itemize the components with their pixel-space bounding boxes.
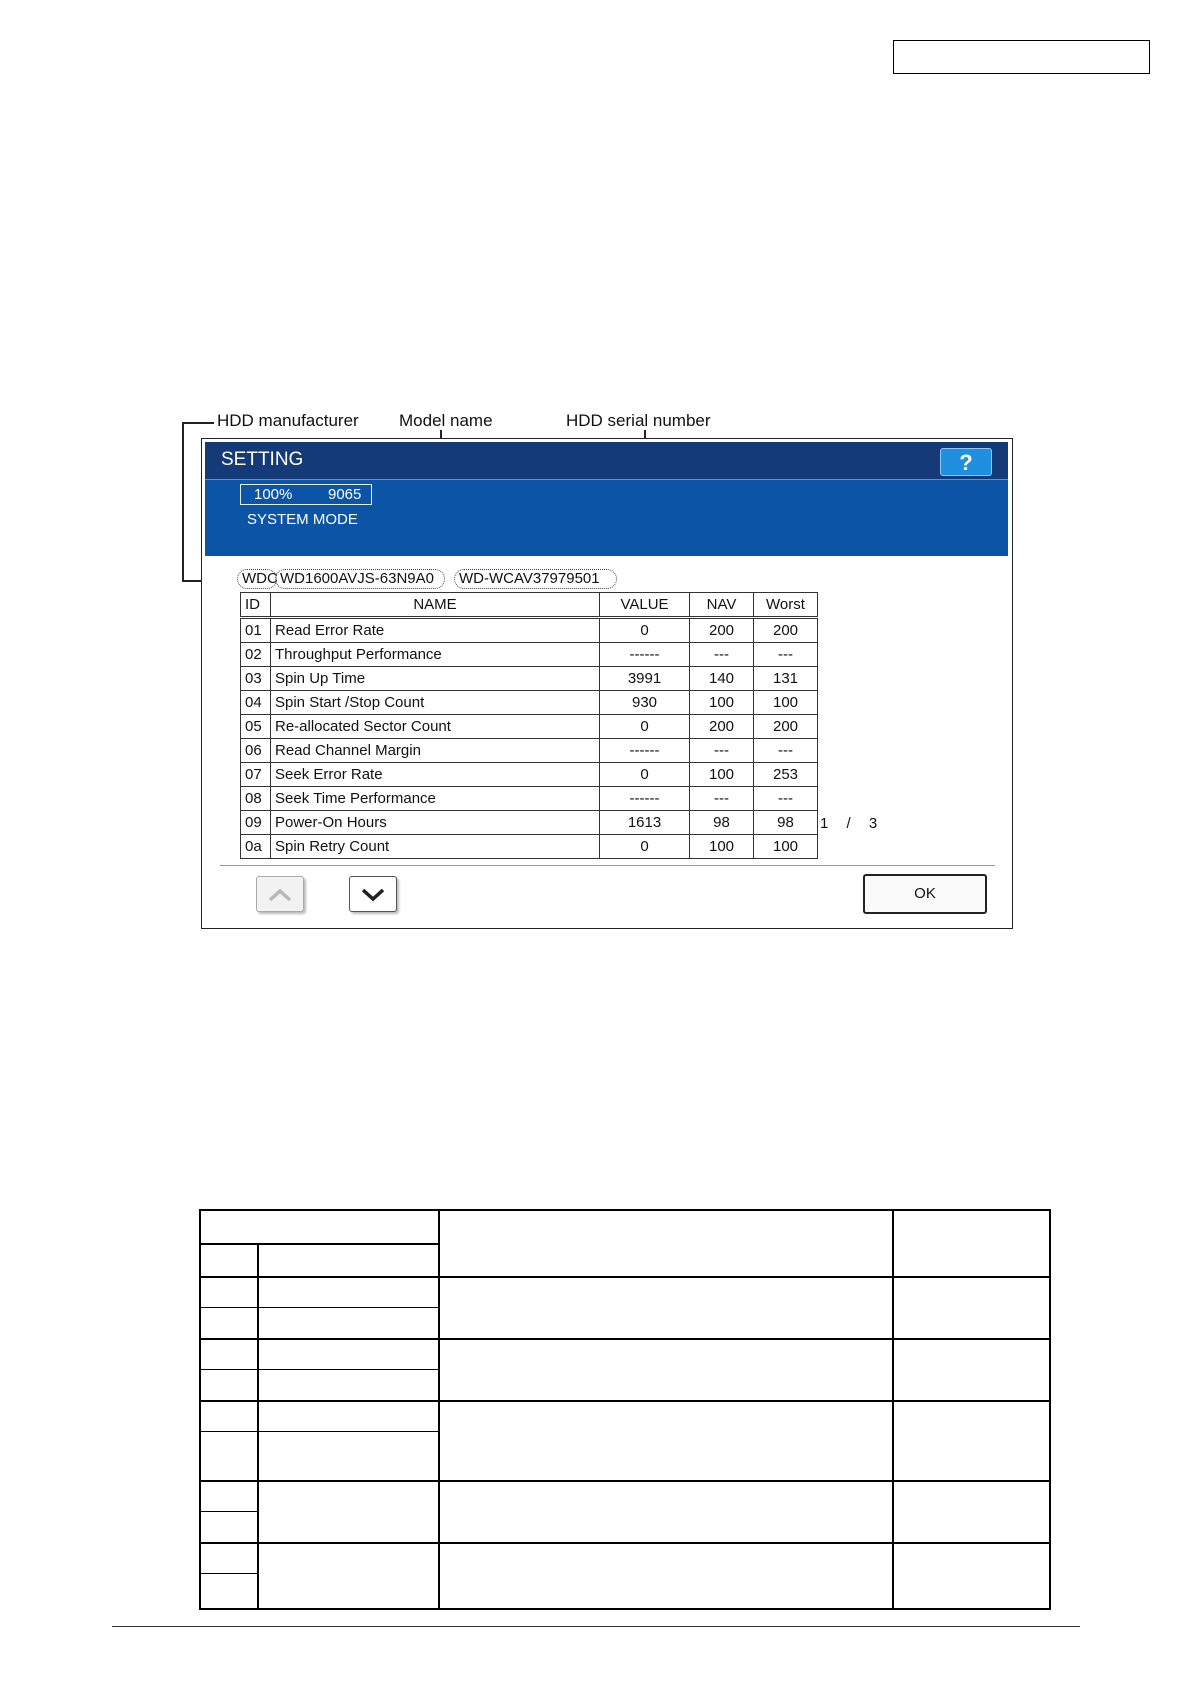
table-row <box>241 643 818 667</box>
row-id: 04 <box>241 691 271 715</box>
grid-hline <box>201 1511 258 1512</box>
connector-line <box>182 422 184 581</box>
row-worst: 200 <box>754 715 818 739</box>
grid-vline <box>257 1244 259 1608</box>
smart-table <box>240 592 818 859</box>
callout-hdd-serial-number: HDD serial number <box>566 411 711 430</box>
table-row <box>241 715 818 739</box>
col-id: ID <box>241 593 271 618</box>
page-up-button[interactable] <box>256 876 304 912</box>
grid-hline <box>201 1276 1049 1278</box>
row-value: ------ <box>600 643 690 667</box>
row-worst: --- <box>754 787 818 811</box>
row-value: ------ <box>600 739 690 763</box>
row-worst: 131 <box>754 667 818 691</box>
grid-hline <box>201 1243 439 1245</box>
empty-table-grid <box>199 1209 1051 1610</box>
title-bar <box>205 442 1008 480</box>
row-nav: 98 <box>690 811 754 835</box>
row-id: 05 <box>241 715 271 739</box>
hdd-model: WD1600AVJS-63N9A0 <box>275 569 445 589</box>
status-panel <box>205 480 1008 556</box>
grid-hline <box>201 1542 1049 1544</box>
table-row <box>241 667 818 691</box>
row-nav: --- <box>690 739 754 763</box>
row-name: Spin Retry Count <box>271 835 600 859</box>
col-value: VALUE <box>600 593 690 618</box>
smart-table-body <box>241 618 818 859</box>
chevron-down-icon <box>360 887 386 903</box>
screen-title: SETTING <box>221 449 304 470</box>
table-row <box>241 787 818 811</box>
table-header-row <box>241 593 818 618</box>
row-value: 0 <box>600 835 690 859</box>
copy-count: 9065 <box>328 486 362 503</box>
grid-hline <box>201 1307 439 1308</box>
row-nav: 100 <box>690 691 754 715</box>
row-nav: 200 <box>690 618 754 643</box>
ok-button[interactable]: OK <box>863 874 987 914</box>
mode-label: SYSTEM MODE <box>247 511 358 528</box>
row-worst: 100 <box>754 691 818 715</box>
row-worst: 200 <box>754 618 818 643</box>
row-value: 0 <box>600 715 690 739</box>
row-value: 1613 <box>600 811 690 835</box>
table-row <box>241 835 818 859</box>
grid-vline <box>438 1211 440 1608</box>
page-indicator <box>820 815 877 832</box>
status-box <box>240 484 372 505</box>
row-value: 0 <box>600 763 690 787</box>
row-name: Re-allocated Sector Count <box>271 715 600 739</box>
row-nav: 100 <box>690 835 754 859</box>
grid-hline <box>201 1338 1049 1340</box>
row-id: 02 <box>241 643 271 667</box>
callout-model-name: Model name <box>399 411 493 430</box>
connector-line <box>182 422 214 424</box>
row-id: 0a <box>241 835 271 859</box>
row-nav: --- <box>690 643 754 667</box>
grid-hline <box>201 1369 439 1370</box>
row-name: Read Error Rate <box>271 618 600 643</box>
grid-vline <box>892 1211 894 1608</box>
row-nav: --- <box>690 787 754 811</box>
page-total: 3 <box>868 815 878 832</box>
row-worst: 98 <box>754 811 818 835</box>
row-id: 01 <box>241 618 271 643</box>
row-nav: 140 <box>690 667 754 691</box>
page-down-button[interactable] <box>349 876 397 912</box>
row-name: Throughput Performance <box>271 643 600 667</box>
grid-hline <box>201 1431 439 1432</box>
table-row <box>241 618 818 643</box>
row-value: 0 <box>600 618 690 643</box>
row-nav: 100 <box>690 763 754 787</box>
table-row <box>241 811 818 835</box>
header-reference-box <box>893 40 1150 74</box>
zoom-level: 100% <box>254 486 293 503</box>
hdd-serial: WD-WCAV37979501 <box>454 569 617 589</box>
row-worst: --- <box>754 739 818 763</box>
row-name: Power-On Hours <box>271 811 600 835</box>
row-name: Read Channel Margin <box>271 739 600 763</box>
row-name: Seek Time Performance <box>271 787 600 811</box>
row-name: Spin Start /Stop Count <box>271 691 600 715</box>
page-current: 1 <box>820 815 829 832</box>
table-row <box>241 739 818 763</box>
callout-hdd-manufacturer: HDD manufacturer <box>217 411 359 430</box>
page-separator: / <box>846 815 851 832</box>
row-nav: 200 <box>690 715 754 739</box>
hdd-manufacturer: WDC <box>237 569 277 589</box>
row-name: Seek Error Rate <box>271 763 600 787</box>
footer-rule <box>112 1626 1080 1627</box>
grid-hline <box>201 1400 1049 1402</box>
row-id: 03 <box>241 667 271 691</box>
row-worst: --- <box>754 643 818 667</box>
row-value: ------ <box>600 787 690 811</box>
row-value: 3991 <box>600 667 690 691</box>
row-id: 09 <box>241 811 271 835</box>
table-row <box>241 691 818 715</box>
col-worst: Worst <box>754 593 818 618</box>
row-name: Spin Up Time <box>271 667 600 691</box>
table-row <box>241 763 818 787</box>
row-value: 930 <box>600 691 690 715</box>
system-mode-screen <box>201 438 1013 929</box>
footer-divider <box>220 865 995 866</box>
help-button[interactable]: ? <box>940 448 992 476</box>
row-id: 07 <box>241 763 271 787</box>
col-name: NAME <box>271 593 600 618</box>
chevron-up-icon <box>267 887 293 903</box>
grid-hline <box>201 1573 258 1574</box>
row-worst: 100 <box>754 835 818 859</box>
col-nav: NAV <box>690 593 754 618</box>
row-worst: 253 <box>754 763 818 787</box>
grid-hline <box>201 1480 1049 1482</box>
row-id: 06 <box>241 739 271 763</box>
row-id: 08 <box>241 787 271 811</box>
